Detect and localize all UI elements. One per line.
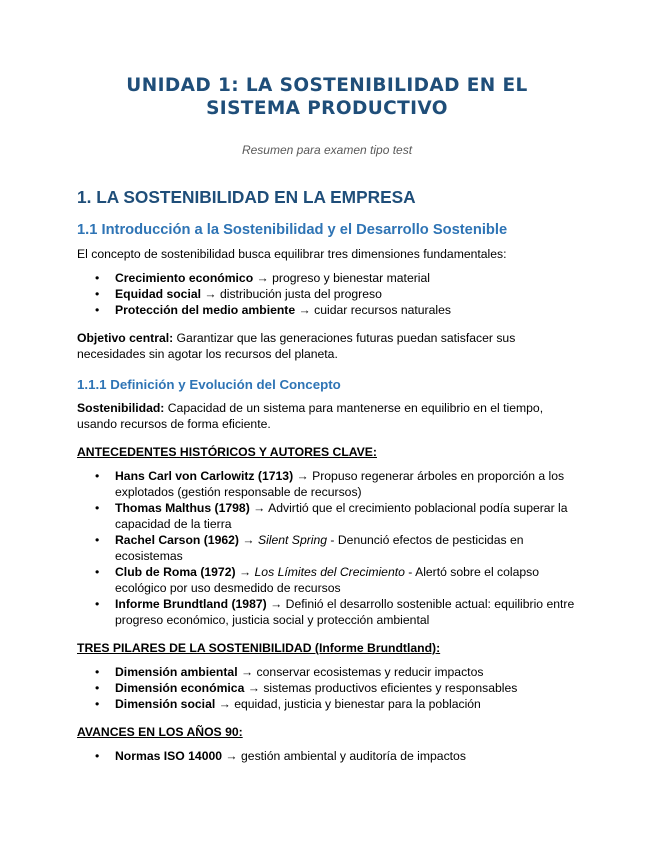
list-item — [95, 564, 577, 596]
list-item-text: → cuidar recursos naturales — [295, 303, 451, 317]
list-item-term: Dimensión ambiental — [115, 665, 238, 679]
list-item-term: Dimensión económica — [115, 681, 245, 695]
pillars-heading: TRES PILARES DE LA SOSTENIBILIDAD (Informe Brundtland): — [77, 641, 441, 655]
list-item-term: Normas ISO 14000 — [115, 749, 223, 763]
document-subtitle: Resumen para examen tipo test — [241, 143, 413, 157]
list-item-text: → — [235, 565, 255, 579]
bullet-icon: • — [95, 287, 100, 301]
list-item-text: → progreso y bienestar material — [253, 271, 430, 285]
bullet-icon: • — [95, 565, 100, 579]
list-item-text: → Definió el desarrollo sostenible actual: equilibrio entre progreso económico, justicia social y protección ambiental — [115, 597, 575, 627]
list-item-term: Rachel Carson (1962) — [115, 533, 239, 547]
definition-paragraph — [77, 400, 577, 432]
list-item — [95, 302, 577, 318]
list-item — [95, 286, 577, 302]
definition-text: Capacidad de un sistema para mantenerse en equilibrio en el tiempo, usando recursos de forma eficiente. — [77, 401, 544, 431]
objective-label: Objetivo central: — [77, 331, 174, 345]
list-item — [95, 596, 577, 628]
list-item-term: Hans Carl von Carlowitz (1713) — [115, 469, 294, 483]
list-item-term: Equidad social — [115, 287, 202, 301]
list-item — [95, 748, 577, 764]
list-item — [95, 500, 577, 532]
list-item — [95, 532, 577, 564]
list-item-text: - Alertó sobre el colapso ecológico por uso desmedido de recursos — [115, 565, 540, 595]
history-heading: ANTECEDENTES HISTÓRICOS Y AUTORES CLAVE: — [77, 445, 377, 459]
list-item-term: Protección del medio ambiente — [115, 303, 296, 317]
bullet-icon: • — [95, 501, 100, 515]
nineties-list — [77, 748, 577, 764]
bullet-icon: • — [95, 597, 100, 611]
bullet-icon: • — [95, 697, 100, 711]
history-list — [77, 468, 577, 628]
document-title: UNIDAD 1: LA SOSTENIBILIDAD EN EL SISTEMA PRODUCTIVO — [126, 75, 528, 119]
list-item-term: Crecimiento económico — [115, 271, 254, 285]
definition-label: Sostenibilidad: — [77, 401, 165, 415]
list-item — [95, 696, 577, 712]
list-item-term: Club de Roma (1972) — [115, 565, 236, 579]
book-title: Silent Spring — [257, 533, 328, 547]
list-item-term: Thomas Malthus (1798) — [115, 501, 250, 515]
list-item-text: → gestión ambiental y auditoría de impactos — [222, 749, 466, 763]
list-item-text: → conservar ecosistemas y reducir impactos — [237, 665, 484, 679]
bullet-icon: • — [95, 303, 100, 317]
list-item — [95, 468, 577, 500]
list-item-text: → equidad, justicia y bienestar para la población — [215, 697, 481, 711]
list-item-text: → — [238, 533, 258, 547]
list-item — [95, 680, 577, 696]
objective-text: Garantizar que las generaciones futuras puedan satisfacer sus necesidades sin agotar los recursos del planeta. — [77, 331, 516, 361]
book-title: Los Límites del Crecimiento — [254, 565, 405, 579]
pillars-list — [77, 664, 577, 712]
list-item-text: → sistemas productivos eficientes y responsables — [244, 681, 518, 695]
subsection-1-1-heading: 1.1 Introducción a la Sostenibilidad y el Desarrollo Sostenible — [77, 222, 508, 238]
list-item-term: Dimensión social — [115, 697, 216, 711]
bullet-icon: • — [95, 533, 100, 547]
list-item-term: Informe Brundtland (1987) — [115, 597, 267, 611]
list-item-text: → distribución justa del progreso — [201, 287, 382, 301]
intro-paragraph: El concepto de sostenibilidad busca equilibrar tres dimensiones fundamentales: — [77, 247, 507, 261]
bullet-icon: • — [95, 469, 100, 483]
section-1-heading: 1. LA SOSTENIBILIDAD EN LA EMPRESA — [77, 187, 416, 207]
bullet-icon: • — [95, 665, 100, 679]
list-item — [95, 270, 577, 286]
objective-paragraph — [77, 330, 577, 362]
dimensions-list — [77, 270, 577, 318]
bullet-icon: • — [95, 681, 100, 695]
list-item-text: → Propuso regenerar árboles en proporción a los explotados (gestión responsable de recursos) — [115, 469, 565, 499]
subsection-1-1-1-heading: 1.1.1 Definición y Evolución del Concepto — [77, 377, 341, 392]
bullet-icon: • — [95, 749, 100, 763]
bullet-icon: • — [95, 271, 100, 285]
nineties-heading: AVANCES EN LOS AÑOS 90: — [77, 725, 243, 739]
list-item-text: - Denunció efectos de pesticidas en ecosistemas — [115, 533, 524, 563]
list-item-text: → Advirtió que el crecimiento poblacional podía superar la capacidad de la tierra — [115, 501, 568, 531]
list-item — [95, 664, 577, 680]
